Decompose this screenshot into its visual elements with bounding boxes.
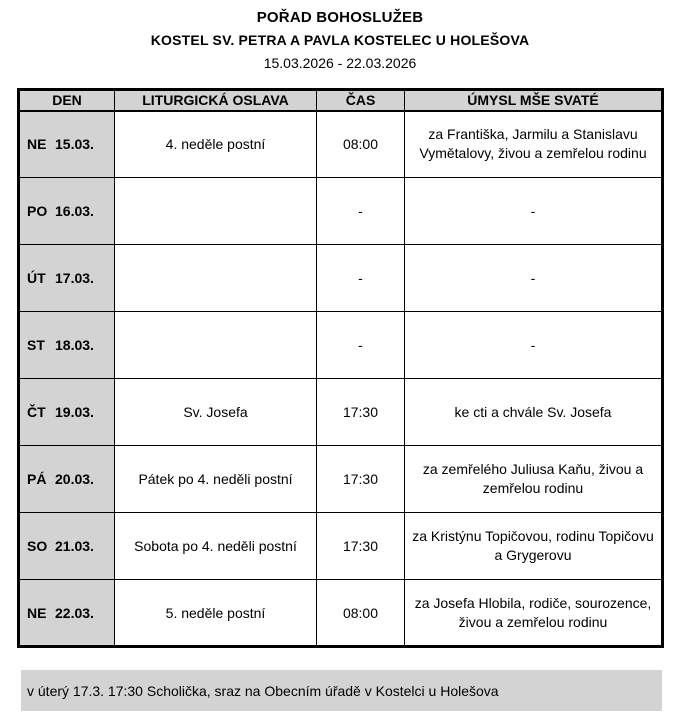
table-row bbox=[19, 446, 663, 513]
intention-cell: za Josefa Hlobila, rodiče, sourozence, živou a zemřelou rodinu bbox=[405, 580, 663, 647]
column-header-time: ČAS bbox=[317, 90, 405, 111]
time-cell: 17:30 bbox=[317, 379, 405, 446]
day-abbr: PÁ bbox=[27, 471, 47, 487]
day-abbr: ČT bbox=[27, 404, 46, 420]
intention-cell: - bbox=[405, 312, 663, 379]
day-abbr: PO bbox=[27, 203, 48, 219]
day-cell bbox=[19, 379, 115, 446]
day-date: 19.03. bbox=[55, 404, 94, 420]
day-date: 22.03. bbox=[55, 604, 94, 621]
day-abbr: NE bbox=[27, 604, 47, 621]
time-cell: - bbox=[317, 245, 405, 312]
page-title: POŘAD BOHOSLUŽEB bbox=[256, 9, 424, 26]
column-header-intention: ÚMYSL MŠE SVATÉ bbox=[405, 90, 663, 111]
day-abbr: ÚT bbox=[27, 270, 46, 286]
church-name: KOSTEL SV. PETRA A PAVLA KOSTELEC U HOLEŠOVA bbox=[150, 32, 530, 48]
day-cell bbox=[19, 178, 115, 245]
day-cell bbox=[19, 111, 115, 178]
celebration-cell bbox=[115, 245, 317, 312]
time-cell: 08:00 bbox=[317, 580, 405, 647]
celebration-cell: 4. neděle postní bbox=[115, 111, 317, 178]
time-cell: 08:00 bbox=[317, 111, 405, 178]
day-date: 16.03. bbox=[55, 203, 94, 219]
table-row bbox=[19, 245, 663, 312]
day-cell bbox=[19, 580, 115, 647]
celebration-cell: Sv. Josefa bbox=[115, 379, 317, 446]
day-cell bbox=[19, 312, 115, 379]
day-date: 15.03. bbox=[55, 136, 94, 153]
day-cell bbox=[19, 446, 115, 513]
intention-cell: za Kristýnu Topičovou, rodinu Topičovu a Grygerovu bbox=[405, 513, 663, 580]
intention-cell: za zemřelého Juliusa Kaňu, živou a zemřelou rodinu bbox=[405, 446, 663, 513]
table-row bbox=[19, 580, 663, 647]
day-date: 21.03. bbox=[55, 538, 94, 554]
celebration-cell bbox=[115, 312, 317, 379]
column-header-celebration: LITURGICKÁ OSLAVA bbox=[115, 90, 317, 111]
column-header-day: DEN bbox=[19, 90, 115, 111]
intention-cell: - bbox=[405, 178, 663, 245]
celebration-cell: Sobota po 4. neděli postní bbox=[115, 513, 317, 580]
day-date: 20.03. bbox=[55, 471, 94, 487]
document-header bbox=[0, 9, 680, 71]
intention-cell: ke cti a chvále Sv. Josefa bbox=[405, 379, 663, 446]
table-row bbox=[19, 513, 663, 580]
table-row bbox=[19, 379, 663, 446]
celebration-cell: 5. neděle postní bbox=[115, 580, 317, 647]
schedule-table bbox=[17, 88, 664, 648]
day-date: 18.03. bbox=[55, 337, 94, 353]
table-header-row bbox=[19, 90, 663, 111]
celebration-cell: Pátek po 4. neděli postní bbox=[115, 446, 317, 513]
time-cell: 17:30 bbox=[317, 446, 405, 513]
day-cell bbox=[19, 513, 115, 580]
day-abbr: NE bbox=[27, 136, 47, 153]
table-row bbox=[19, 312, 663, 379]
time-cell: - bbox=[317, 312, 405, 379]
intention-cell: za Františka, Jarmilu a Stanislavu Vymětalovy, živou a zemřelou rodinu bbox=[405, 111, 663, 178]
time-cell: 17:30 bbox=[317, 513, 405, 580]
table-row bbox=[19, 178, 663, 245]
celebration-cell bbox=[115, 178, 317, 245]
day-abbr: SO bbox=[27, 538, 48, 554]
date-range: 15.03.2026 - 22.03.2026 bbox=[263, 55, 417, 71]
table-row bbox=[19, 111, 663, 178]
footer-note: v úterý 17.3. 17:30 Scholička, sraz na Obecním úřadě v Kostelci u Holešova bbox=[21, 670, 662, 711]
day-abbr: ST bbox=[27, 337, 45, 353]
day-date: 17.03. bbox=[55, 270, 94, 286]
day-cell bbox=[19, 245, 115, 312]
time-cell: - bbox=[317, 178, 405, 245]
intention-cell: - bbox=[405, 245, 663, 312]
